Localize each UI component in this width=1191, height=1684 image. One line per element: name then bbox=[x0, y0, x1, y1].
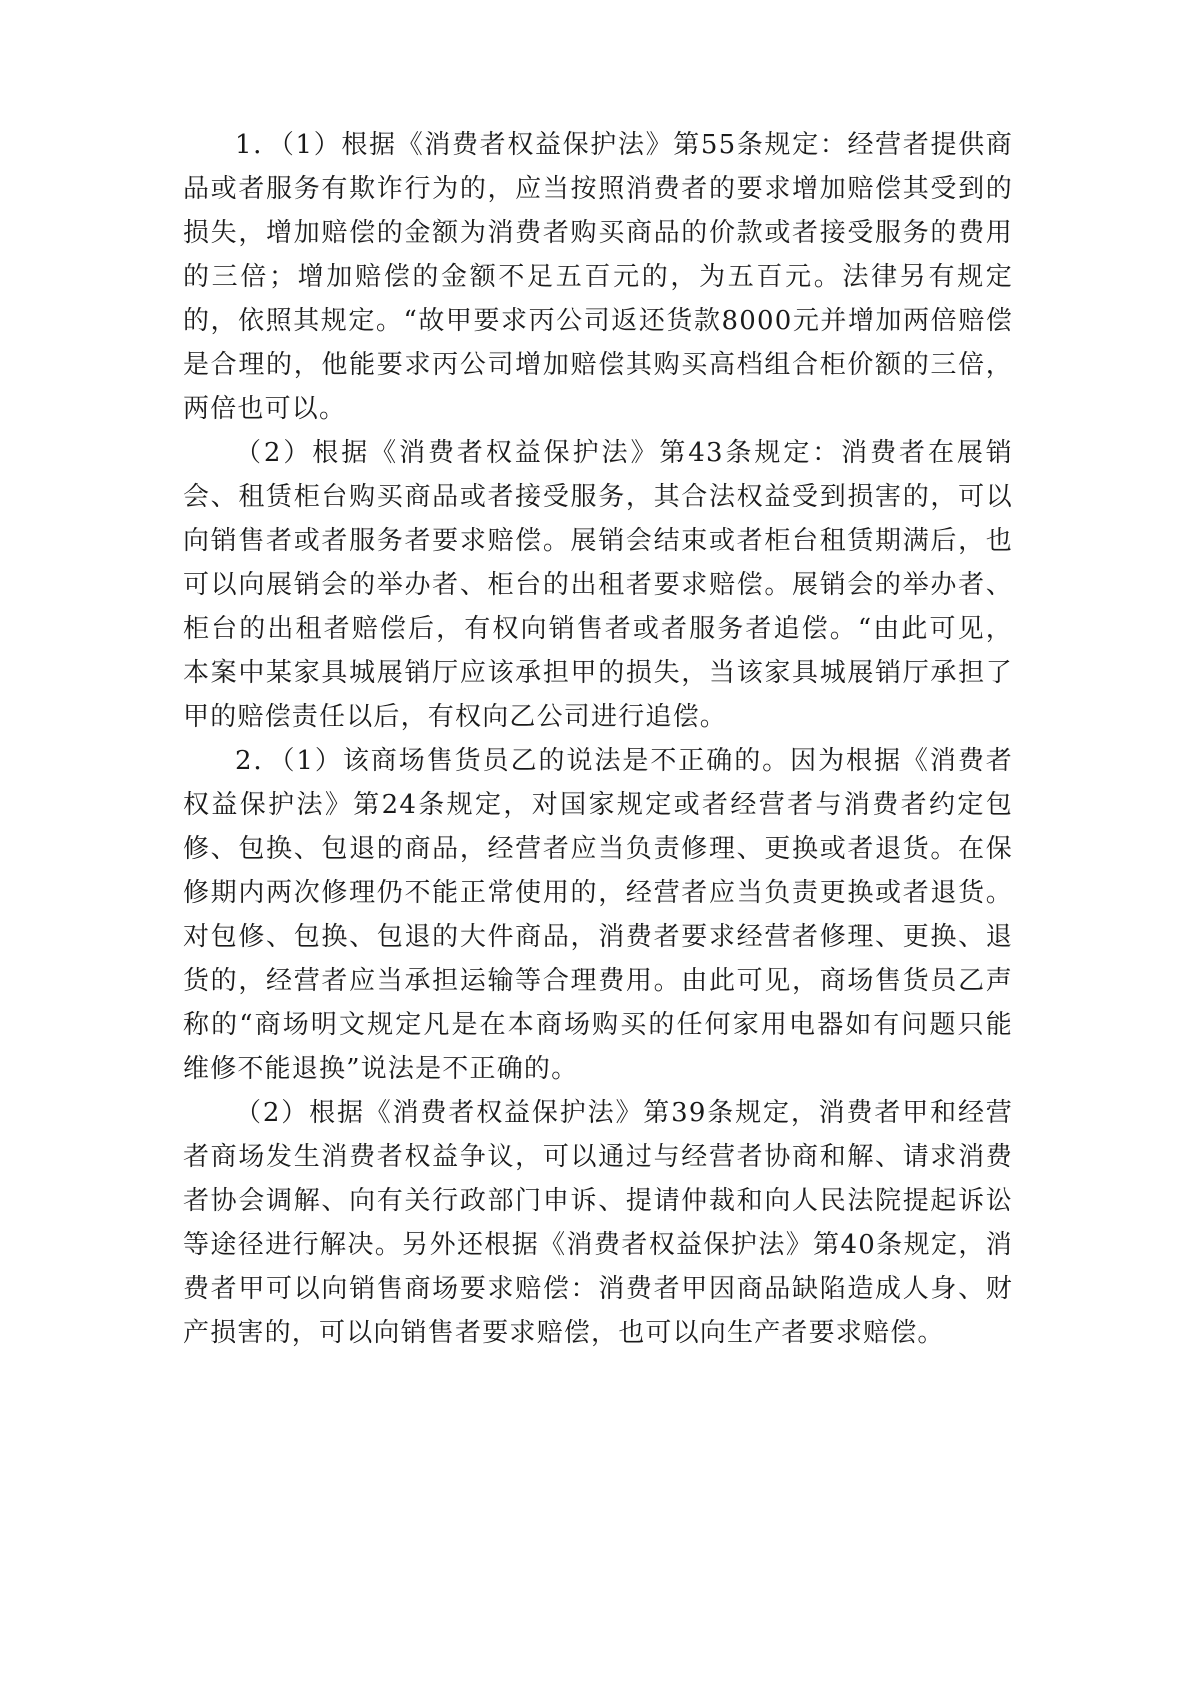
paragraph-1-1: 1．（1）根据《消费者权益保护法》第55条规定：经营者提供商品或者服务有欺诈行为的，应当按照消费者的要求增加赔偿其受到的损失，增加赔偿的金额为消费者购买商品的价款或者接受服务的费用的三倍；增加赔偿的金额不足五百元的，为五百元。法律另有规定的，依照其规定。“故甲要求丙公司返还货款8000元并增加两倍赔偿是合理的，他能要求丙公司增加赔偿其购买高档组合柜价额的三倍，两倍也可以。 bbox=[183, 130, 1013, 424]
paragraph-1-2: （2）根据《消费者权益保护法》第43条规定：消费者在展销会、租赁柜台购买商品或者接受服务，其合法权益受到损害的，可以向销售者或者服务者要求赔偿。展销会结束或者柜台租赁期满后，也可以向展销会的举办者、柜台的出租者要求赔偿。展销会的举办者、柜台的出租者赔偿后，有权向销售者或者服务者追偿。“由此可见，本案中某家具城展销厅应该承担甲的损失，当该家具城展销厅承担了甲的赔偿责任以后，有权向乙公司进行追偿。 bbox=[183, 438, 1013, 732]
paragraph-2-1: 2．（1）该商场售货员乙的说法是不正确的。因为根据《消费者权益保护法》第24条规定，对国家规定或者经营者与消费者约定包修、包换、包退的商品，经营者应当负责修理、更换或者退货。在保修期内两次修理仍不能正常使用的，经营者应当负责更换或者退货。对包修、包换、包退的大件商品，消费者要求经营者修理、更换、退货的，经营者应当承担运输等合理费用。由此可见，商场售货员乙声称的“商场明文规定凡是在本商场购买的任何家用电器如有问题只能维修不能退换”说法是不正确的。 bbox=[183, 746, 1013, 1084]
paragraph-2-2: （2）根据《消费者权益保护法》第39条规定，消费者甲和经营者商场发生消费者权益争议，可以通过与经营者协商和解、请求消费者协会调解、向有关行政部门申诉、提请仲裁和向人民法院提起诉讼等途径进行解决。另外还根据《消费者权益保护法》第40条规定，消费者甲可以向销售商场要求赔偿：消费者甲因商品缺陷造成人身、财产损害的，可以向销售者要求赔偿，也可以向生产者要求赔偿。 bbox=[183, 1098, 1013, 1348]
document-body bbox=[183, 123, 1013, 1355]
